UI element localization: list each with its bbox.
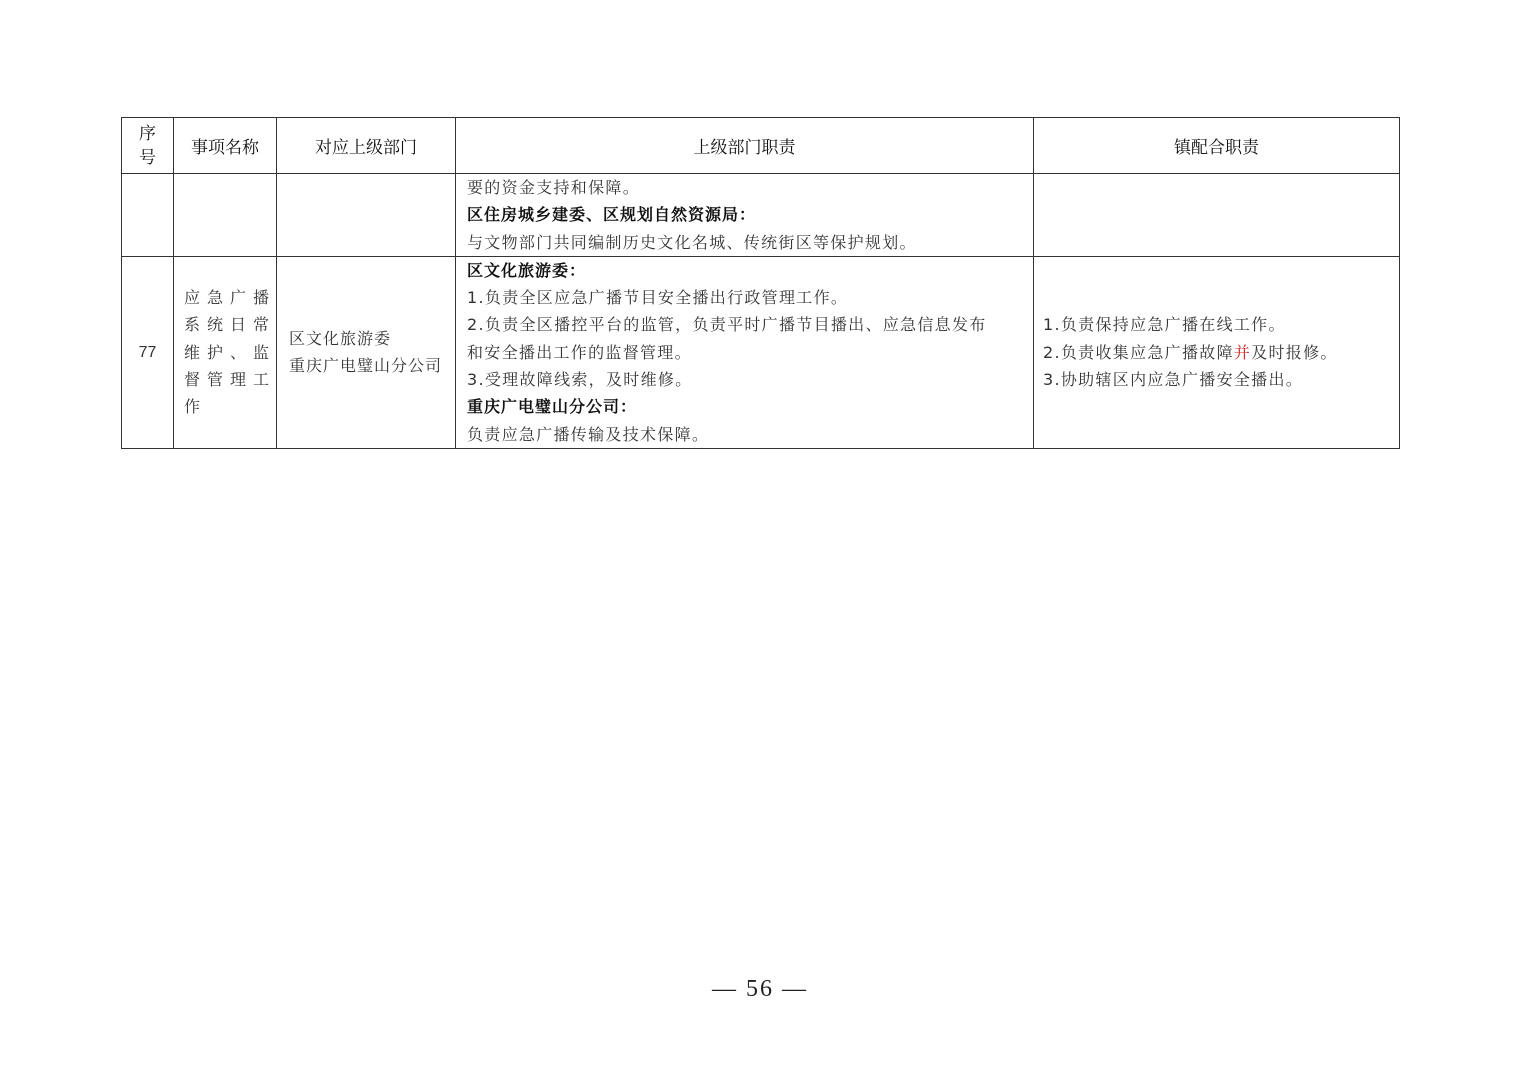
row-superior-dept [277,256,456,448]
header-town-duty: 镇配合职责 [1034,118,1400,174]
superior-dept-text [289,325,455,380]
town-duty-line-1: 1.负责保持应急广播在线工作。 [1043,315,1286,335]
continued-duty-line-2: 区住房城乡建委、区规划自然资源局： [467,205,757,225]
continued-duty-text [456,174,1033,256]
header-item-name: 事项名称 [174,118,277,174]
table-header-row [122,118,1400,174]
superior-duty-line-3: 2.负责全区播控平台的监管，负责平时广播节目播出、应急信息发布 [467,315,987,335]
superior-dept-line-1: 区文化旅游委 [289,329,392,349]
header-seq-line2: 号 [139,147,156,168]
continued-duty-line-1: 要的资金支持和保障。 [467,178,641,197]
continued-town-cell [1034,174,1400,257]
continued-duty-line-3: 与文物部门共同编制历史文化名城、传统街区等保护规划。 [467,232,917,252]
header-seq [122,118,174,174]
town-duty-line-2-end: 及时报修。 [1251,342,1338,362]
town-duty-line-2 [1043,339,1399,366]
item-name-line-3: 维护、监 [184,342,277,362]
superior-duty-line-1: 区文化旅游委： [467,260,587,280]
header-superior-dept: 对应上级部门 [277,118,456,174]
item-name-line-4: 督管理工 [184,370,277,390]
superior-duty-line-7: 负责应急广播传输及技术保障。 [467,424,710,444]
superior-duty-line-2: 1.负责全区应急广播节目安全播出行政管理工作。 [467,288,849,308]
row-item-name [174,256,277,448]
row-seq: 77 [122,256,174,448]
superior-duty-line-4: 和安全播出工作的监督管理。 [467,342,692,362]
superior-duty-line-6: 重庆广电璧山分公司： [467,397,638,417]
item-name-text [184,284,276,420]
item-name-line-2: 系统日常 [184,315,277,335]
row-town-duty [1034,256,1400,448]
continued-seq-cell [122,174,174,257]
town-duty-highlight: 并 [1233,342,1252,362]
item-name-line-5: 作 [184,397,208,417]
superior-duty-text [456,257,1033,448]
page-number: — 56 — [712,976,808,1002]
continued-dept-cell [277,174,456,257]
continued-duty-cell [456,174,1034,257]
header-seq-line1: 序 [139,123,156,144]
row-superior-duty [456,256,1034,448]
item-name-line-1: 应急广播 [184,288,277,308]
town-duty-line-2-start: 2.负责收集应急广播故障 [1043,342,1234,362]
table-row [122,256,1400,448]
superior-dept-line-2: 重庆广电璧山分公司 [289,356,443,376]
table-row-continued [122,174,1400,257]
continued-name-cell [174,174,277,257]
superior-duty-line-5: 3.受理故障线索，及时维修。 [467,370,693,390]
town-duty-line-3: 3.协助辖区内应急广播安全播出。 [1043,370,1304,390]
responsibility-table [121,117,1400,449]
header-superior-duty: 上级部门职责 [456,118,1034,174]
